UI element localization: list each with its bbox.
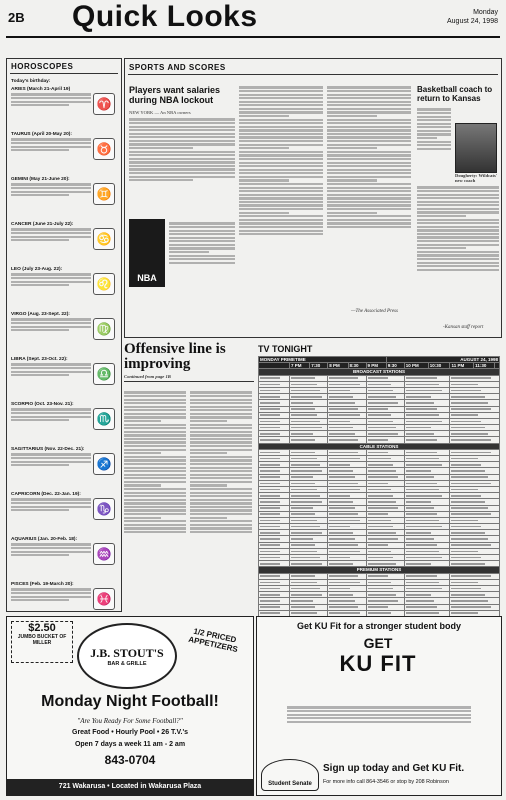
sports-headline: Players want salaries during NBA lockout (129, 85, 221, 105)
student-senate-logo (261, 759, 319, 791)
horoscope-entry (11, 357, 117, 399)
article-body-text (190, 390, 252, 535)
kufit-signup: Sign up today and Get KU Fit. (323, 763, 465, 774)
gemini-icon: ♊ (93, 183, 115, 205)
kufit-logo-main: KU FIT (339, 651, 417, 676)
sports-panel (124, 58, 502, 338)
sports-byline: —The Associated Press (351, 309, 398, 314)
horoscope-entry (11, 537, 117, 579)
scorpio-icon: ♏ (93, 408, 115, 430)
tv-time-slot: 9 PM (366, 363, 386, 369)
libra-icon: ♎ (93, 363, 115, 385)
tv-band-left: MONDAY PRIMETIME (259, 357, 387, 363)
article-body-text (417, 107, 451, 151)
tv-band-right: AUGUST 24, 1998 (386, 357, 499, 363)
horoscope-entry (11, 132, 117, 174)
jbstouts-ad (6, 616, 254, 796)
tv-section-header: CABLE STATIONS (259, 443, 500, 449)
horoscope-entry (11, 267, 117, 309)
horoscope-sign-name: SCORPIO (Oct. 23-Nov. 21): (11, 402, 74, 407)
offensive-continued: Continued from page 1B (124, 374, 171, 379)
coupon-box (11, 621, 73, 663)
coach-photo-caption: Dougherty: Wildcats' new coach (455, 173, 498, 184)
tv-time-slot: 11:30 (474, 363, 495, 369)
article-body-text (129, 117, 235, 183)
appetizer-deal: 1/2 PRICED APPETIZERS (187, 626, 239, 655)
tv-time-slot: 10 PM (404, 363, 428, 369)
kufit-headline: Get KU Fit for a stronger student body (296, 621, 461, 631)
coupon-text: JUMBO BUCKET OF MILLER (17, 634, 67, 646)
horoscope-sign-name: SAGITTARIUS (Nov. 22-Dec. 21): (11, 447, 85, 452)
day-label: Monday (473, 9, 498, 16)
horoscope-list (7, 74, 121, 626)
article-body-text (417, 185, 499, 272)
kansas-coach-headline: Basketball coach to return to Kansas (417, 85, 493, 103)
tv-title: TV TONIGHT (258, 344, 313, 354)
jbstouts-phone: 843-0704 (104, 753, 156, 767)
coupon-price: $2.50 (28, 622, 56, 634)
coach-photo (455, 123, 497, 173)
kufit-details (287, 705, 471, 724)
aquarius-icon: ♒ (93, 543, 115, 565)
horoscope-sign-name: AQUARIUS (Jan. 20-Feb. 18): (11, 537, 78, 542)
jbstouts-brand: J.B. STOUT'S (90, 645, 164, 660)
tv-time-slot: 7 PM (290, 363, 310, 369)
tv-time-slot: 8 PM (328, 363, 348, 369)
mnf-banner: Monday Night Football! (41, 693, 219, 710)
kufit-logo-top: GET (363, 635, 393, 651)
header-rule (6, 36, 500, 38)
date-label: August 24, 1998 (447, 18, 498, 25)
horoscope-entry (11, 87, 117, 129)
nba-logo (129, 219, 165, 287)
jbstouts-address: 721 Wakarusa • Located in Wakarusa Plaza (7, 779, 253, 795)
horoscope-entry (11, 222, 117, 264)
tv-section-header: PREMIUM STATIONS (259, 567, 500, 573)
horoscope-sign-name: TAURUS (April 20-May 20): (11, 132, 72, 137)
horoscope-sign-name: CAPRICORN (Dec. 22-Jan. 19): (11, 492, 81, 497)
tv-time-slot: 7:30 (310, 363, 328, 369)
horoscope-intro: Today's birthday: (11, 79, 51, 84)
horoscope-sign-name: LIBRA (Sept. 23-Oct. 22): (11, 357, 68, 362)
student-senate-text: Student Senate (268, 781, 312, 787)
article-body-text (327, 85, 411, 230)
horoscopes-panel (6, 58, 122, 612)
date-block (447, 8, 498, 26)
horoscope-sign-name: GEMINI (May 21-June 20): (11, 177, 70, 182)
horoscope-entry (11, 492, 117, 534)
pisces-icon: ♓ (93, 588, 115, 610)
jbstouts-hours: Open 7 days a week 11 am - 2 am (74, 741, 186, 748)
horoscope-entry (11, 312, 117, 354)
tv-time-slot: 8:30 (348, 363, 366, 369)
tv-grid (258, 356, 500, 623)
horoscope-sign-name: LEO (July 23-Aug. 22): (11, 267, 63, 272)
kufit-info: For more info call 864-3546 or stop by 208 Robinson (323, 779, 449, 785)
horoscope-entry (11, 447, 117, 489)
masthead-title: Quick Looks (72, 0, 258, 33)
cancer-icon: ♋ (93, 228, 115, 250)
article-body-text (239, 85, 323, 237)
aries-icon: ♈ (93, 93, 115, 115)
sports-dateline: NEW YORK — An NBA owners (129, 110, 191, 115)
horoscope-entry (11, 177, 117, 219)
offensive-headline: Offensive line is improving (124, 341, 226, 372)
tv-time-slot: 9:30 (386, 363, 404, 369)
article-body-text (169, 221, 235, 265)
article-body-text (124, 390, 186, 535)
taurus-icon: ♉ (93, 138, 115, 160)
sagittarius-icon: ♐ (93, 453, 115, 475)
horoscope-sign-name: VIRGO (Aug. 23-Sept. 22): (11, 312, 70, 317)
horoscope-sign-name: ARIES (March 21-April 19) (11, 87, 71, 92)
kufit-ad (256, 616, 502, 796)
jbstouts-subtitle: BAR & GRILLE (107, 660, 147, 667)
page-number: 2B (8, 10, 25, 25)
jbstouts-logo (77, 623, 177, 689)
nba-logo-text: NBA (137, 273, 157, 283)
capricorn-icon: ♑ (93, 498, 115, 520)
coach-story-byline: -Kansan staff report (443, 325, 484, 330)
sports-section-title: SPORTS AND SCORES (129, 63, 226, 72)
kufit-logo (333, 635, 423, 697)
leo-icon: ♌ (93, 273, 115, 295)
horoscope-sign-name: CANCER (June 21-July 22): (11, 222, 74, 227)
offensive-line-story (124, 342, 254, 610)
horoscopes-title: HOROSCOPES (11, 62, 74, 71)
tv-time-slot: 10:30 (428, 363, 450, 369)
jbstouts-tagline: "Are You Ready For Some Football?" (77, 717, 183, 725)
virgo-icon: ♍ (93, 318, 115, 340)
horoscope-entry (11, 402, 117, 444)
tv-section-header: BROADCAST STATIONS (259, 369, 500, 375)
tv-listings (258, 344, 500, 610)
jbstouts-features: Great Food • Hourly Pool • 26 T.V.'s (72, 729, 188, 736)
tv-time-slot: 11 PM (450, 363, 474, 369)
horoscope-sign-name: PISCES (Feb. 19-March 20): (11, 582, 74, 587)
